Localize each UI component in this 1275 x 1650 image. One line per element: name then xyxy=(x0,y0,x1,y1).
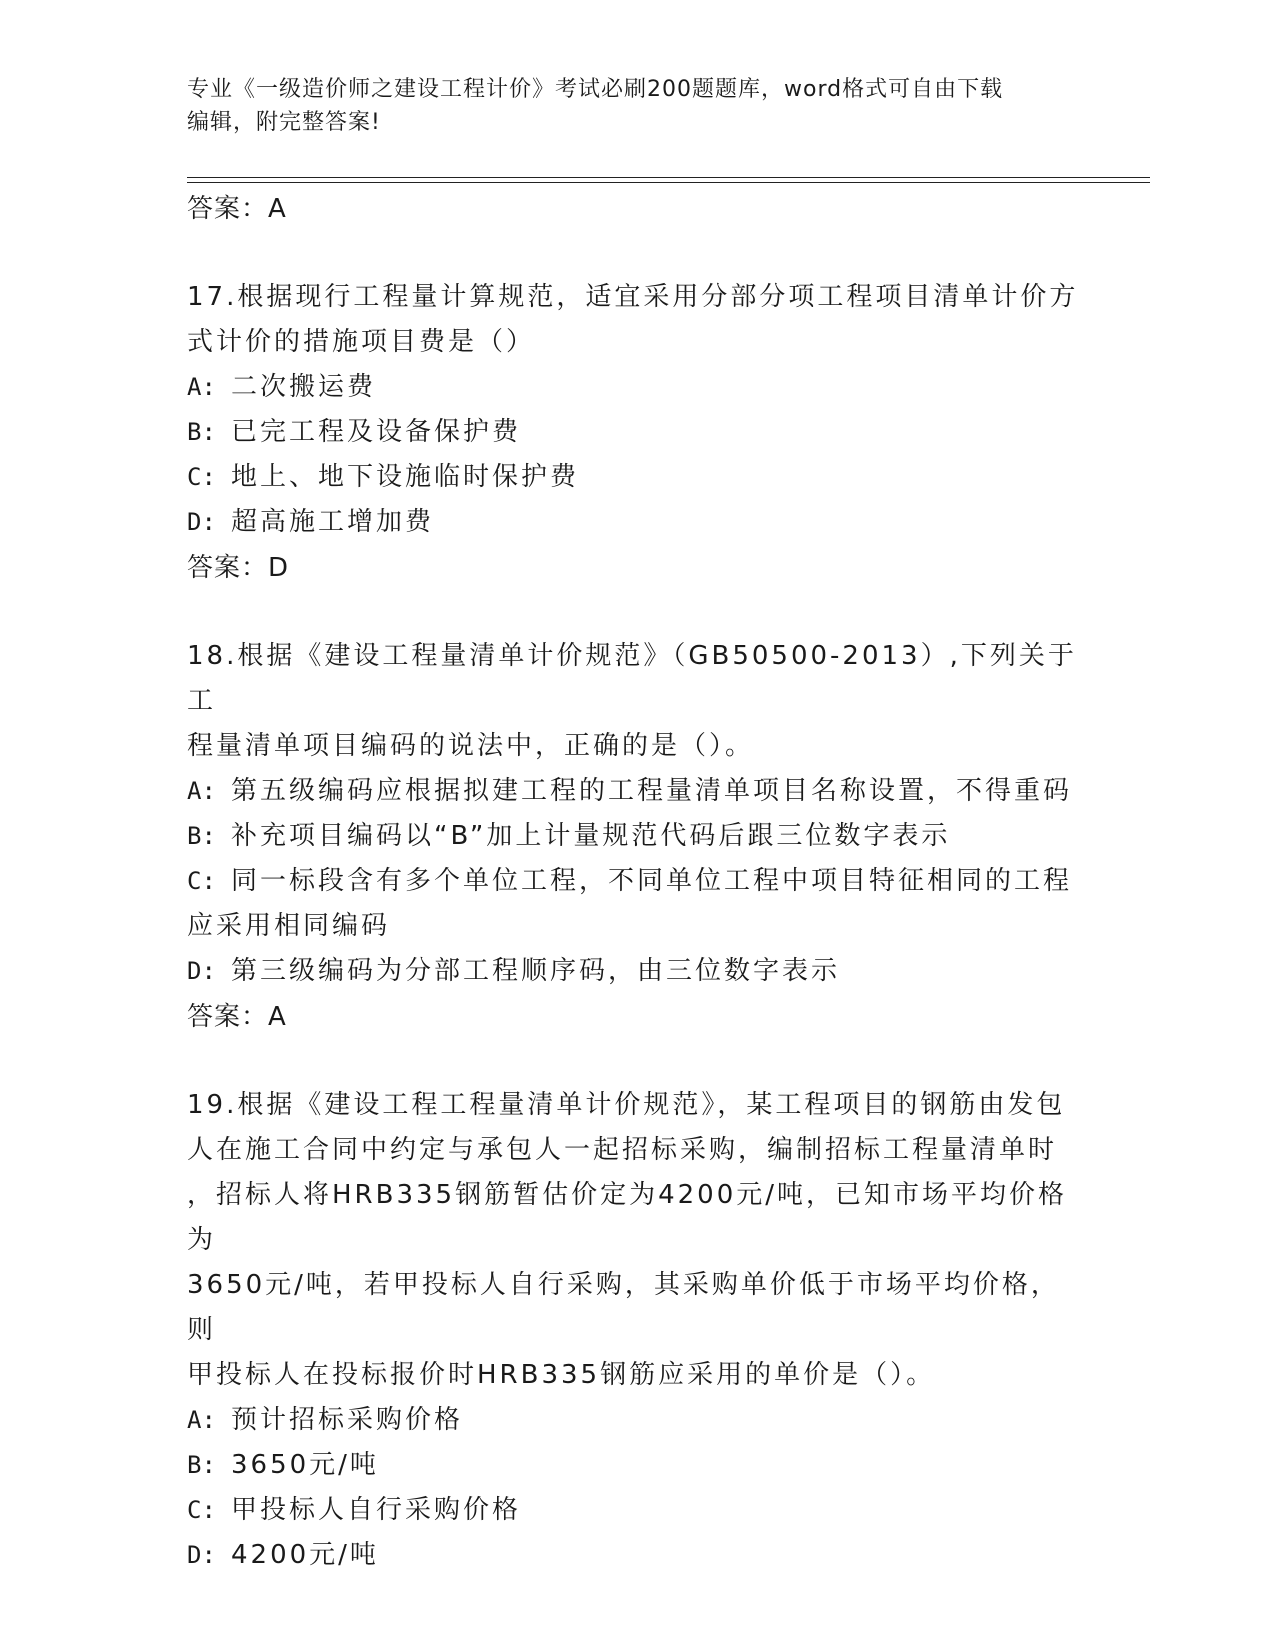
option-c xyxy=(187,455,1087,500)
option-label: B: xyxy=(187,1451,216,1479)
question-line: 3650元/吨，若甲投标人自行采购，其采购单价低于市场平均价格，则 xyxy=(187,1270,1060,1345)
question-line: ，招标人将HRB335钢筋暂估价定为4200元/吨，已知市场平均价格为 xyxy=(187,1180,1068,1255)
option-text: 3650元/吨 xyxy=(231,1450,379,1480)
question-line: 程量清单项目编码的说法中，正确的是（）。 xyxy=(187,731,755,761)
option-b xyxy=(187,814,1087,859)
option-text: 预计招标采购价格 xyxy=(231,1405,464,1435)
option-text: 第三级编码为分部工程顺序码，由三位数字表示 xyxy=(231,956,841,986)
option-text: 补充项目编码以“B”加上计量规范代码后跟三位数字表示 xyxy=(231,821,951,851)
option-b xyxy=(187,410,1087,455)
header-divider xyxy=(187,177,1150,183)
question-line: 19.根据《建设工程工程量清单计价规范》，某工程项目的钢筋由发包 xyxy=(187,1090,1066,1120)
option-a xyxy=(187,769,1087,814)
header-line-2: 编辑，附完整答案! xyxy=(187,110,381,135)
option-label: C: xyxy=(187,1496,216,1524)
option-text: 已完工程及设备保护费 xyxy=(231,417,522,447)
option-d xyxy=(187,500,1087,545)
option-b xyxy=(187,1443,1087,1488)
option-label: A: xyxy=(187,777,216,805)
question-line: 17.根据现行工程量计算规范，适宜采用分部分项工程项目清单计价方 xyxy=(187,282,1079,312)
option-text: 甲投标人自行采购价格 xyxy=(231,1495,522,1525)
option-a xyxy=(187,1398,1087,1443)
option-a xyxy=(187,365,1087,410)
header-line-1: 专业《一级造价师之建设工程计价》考试必刷200题题库，word格式可自由下载 xyxy=(187,77,1004,102)
question-line: 18.根据《建设工程量清单计价规范》（GB50500-2013）,下列关于工 xyxy=(187,641,1077,716)
option-d xyxy=(187,1533,1087,1578)
option-text: 二次搬运费 xyxy=(231,372,377,402)
document-header xyxy=(187,73,1067,139)
question-list xyxy=(187,186,1087,1578)
option-text: 第五级编码应根据拟建工程的工程量清单项目名称设置，不得重码 xyxy=(231,776,1073,806)
option-label: C: xyxy=(187,463,216,491)
answer: 答案：A xyxy=(187,1002,287,1032)
option-label: B: xyxy=(187,418,216,446)
option-text: 同一标段含有多个单位工程，不同单位工程中项目特征相同的工程 xyxy=(231,866,1073,896)
question-19 xyxy=(187,1083,1087,1578)
option-label: C: xyxy=(187,867,216,895)
question-17 xyxy=(187,275,1087,591)
option-c-continued xyxy=(187,904,1087,949)
option-text: 地上、地下设施临时保护费 xyxy=(231,462,580,492)
option-d xyxy=(187,949,1087,994)
option-label: D: xyxy=(187,957,216,985)
question-18 xyxy=(187,634,1087,1040)
option-label: D: xyxy=(187,508,216,536)
option-text: 4200元/吨 xyxy=(231,1540,379,1570)
option-label: A: xyxy=(187,373,216,401)
option-c xyxy=(187,1488,1087,1533)
question-line: 式计价的措施项目费是（） xyxy=(187,327,536,357)
answer: 答案：D xyxy=(187,553,290,583)
previous-answer: 答案：A xyxy=(187,194,287,224)
option-label: A: xyxy=(187,1406,216,1434)
question-line: 甲投标人在投标报价时HRB335钢筋应采用的单价是（）。 xyxy=(187,1360,936,1390)
option-c xyxy=(187,859,1087,904)
question-line: 人在施工合同中约定与承包人一起招标采购，编制招标工程量清单时 xyxy=(187,1135,1058,1165)
option-text: 超高施工增加费 xyxy=(231,507,435,537)
option-label: B: xyxy=(187,822,216,850)
option-text: 应采用相同编码 xyxy=(187,911,391,941)
option-label: D: xyxy=(187,1541,216,1569)
